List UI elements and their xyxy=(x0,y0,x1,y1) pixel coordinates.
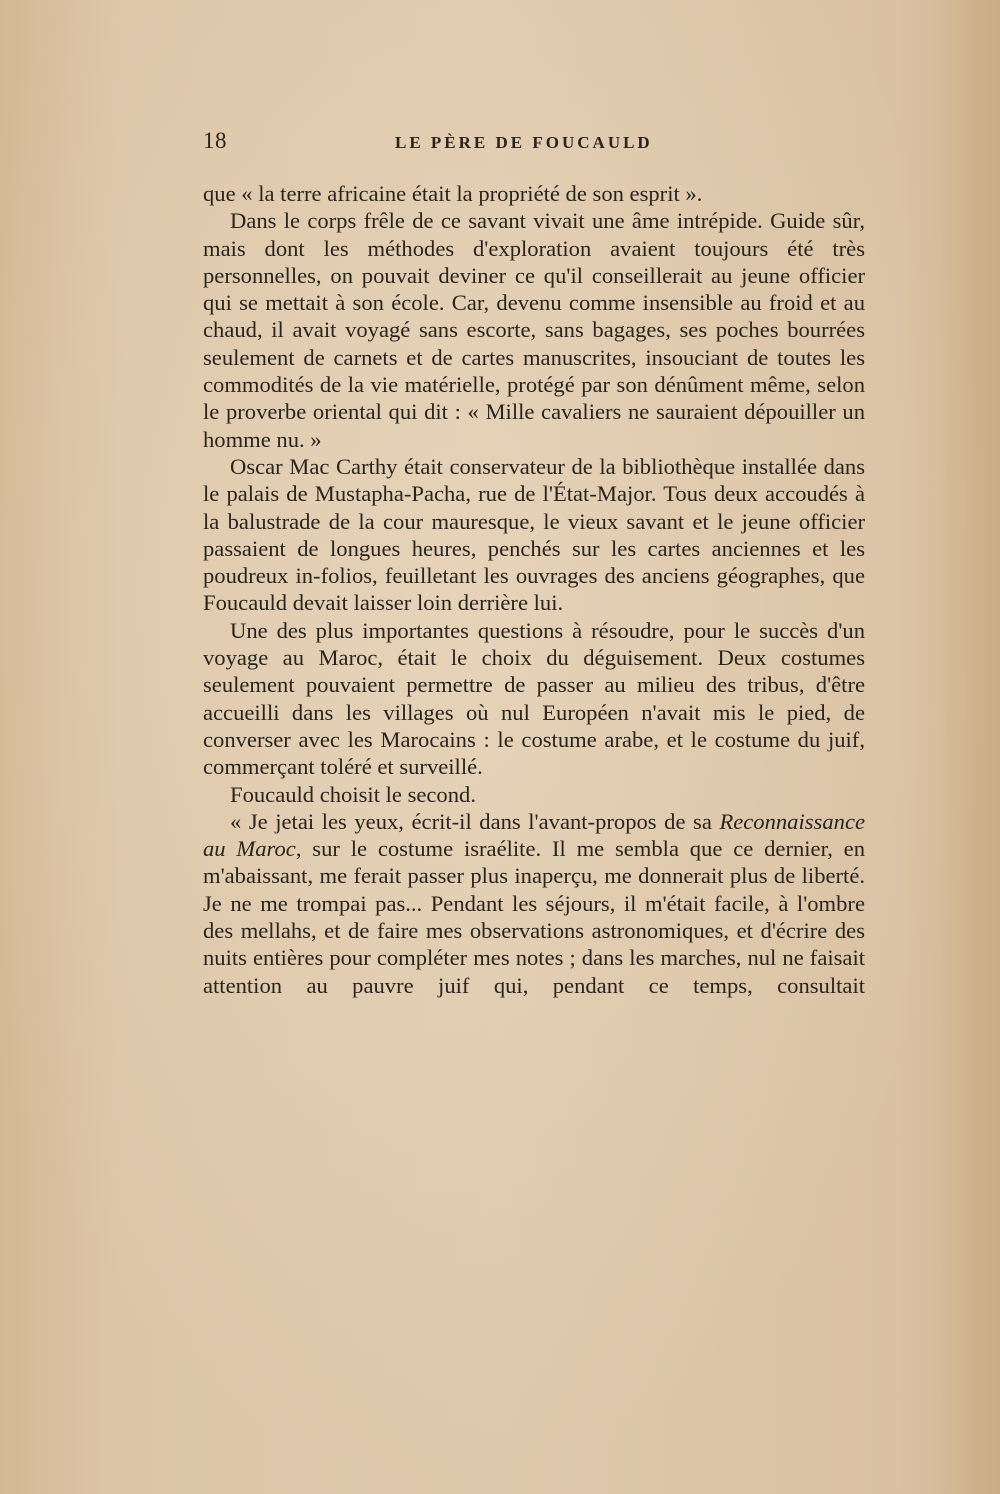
paragraph-4: Une des plus importantes questions à résoudre, pour le succès d'un voyage au Maroc, était le choix du déguisement. Deux costumes seulement pouvaient permettre de passer au milieu des tribus, d'être accueilli dans les villages où nul Européen n'avait mis le pied, de converser avec les Marocains : le costume arabe, et le costume du juif, commerçant toléré et surveillé. xyxy=(203,617,865,780)
quote-text-continued: , sur le costume israélite. Il me sembla que ce dernier, en m'abaissant, me ferait passer plus inaperçu, me donnerait plus de liberté. Je ne me trompai pas... Pendant les séjours, il m'était facile, à l'ombre des mellahs, et de faire mes observations astronomiques, et d'écrire des nuits entières pour compléter mes notes ; dans les marches, nul ne faisait attention au pauvre juif qui, pendant ce temps, consultait xyxy=(203,836,865,998)
page-header xyxy=(203,128,865,158)
paragraph-2: Dans le corps frêle de ce savant vivait une âme intrépide. Guide sûr, mais dont les méthodes d'exploration avaient toujours été très personnelles, on pouvait deviner ce qu'il conseillerait au jeune officier qui se mettait à son école. Car, devenu comme insensible au froid et au chaud, il avait voyagé sans escorte, sans bagages, ses poches bourrées seulement de carnets et de cartes manuscrites, insouciant de toutes les commodités de la vie matérielle, protégé par son dénûment même, selon le proverbe oriental qui dit : « Mille cavaliers ne sauraient dépouiller un homme nu. » xyxy=(203,208,865,452)
paragraph-6 xyxy=(203,808,865,999)
paragraph-1: que « la terre africaine était la propriété de son esprit ». xyxy=(203,181,703,206)
paragraph-3: Oscar Mac Carthy était conservateur de la bibliothèque installée dans le palais de Mustapha-Pacha, rue de l'État-Major. Tous deux accoudés à la balustrade de la cour mauresque, le vieux savant et le jeune officier passaient de longues heures, penchés sur les cartes anciennes et les poudreux in-folios, feuilletant les ouvrages des anciens géographes, que Foucauld devait laisser loin derrière lui. xyxy=(203,453,865,616)
paragraph-5: Foucauld choisit le second. xyxy=(230,781,476,807)
running-title: LE PÈRE DE FOUCAULD xyxy=(395,133,653,152)
page-edge-shadow xyxy=(940,0,1000,1494)
book-title-italic: Reconnaissance au Maroc xyxy=(203,808,865,862)
page-number: 18 xyxy=(203,128,227,153)
body-text xyxy=(203,180,865,999)
quote-text-start: « Je jetai les yeux, écrit-il dans l'avant-propos de sa xyxy=(230,808,720,834)
